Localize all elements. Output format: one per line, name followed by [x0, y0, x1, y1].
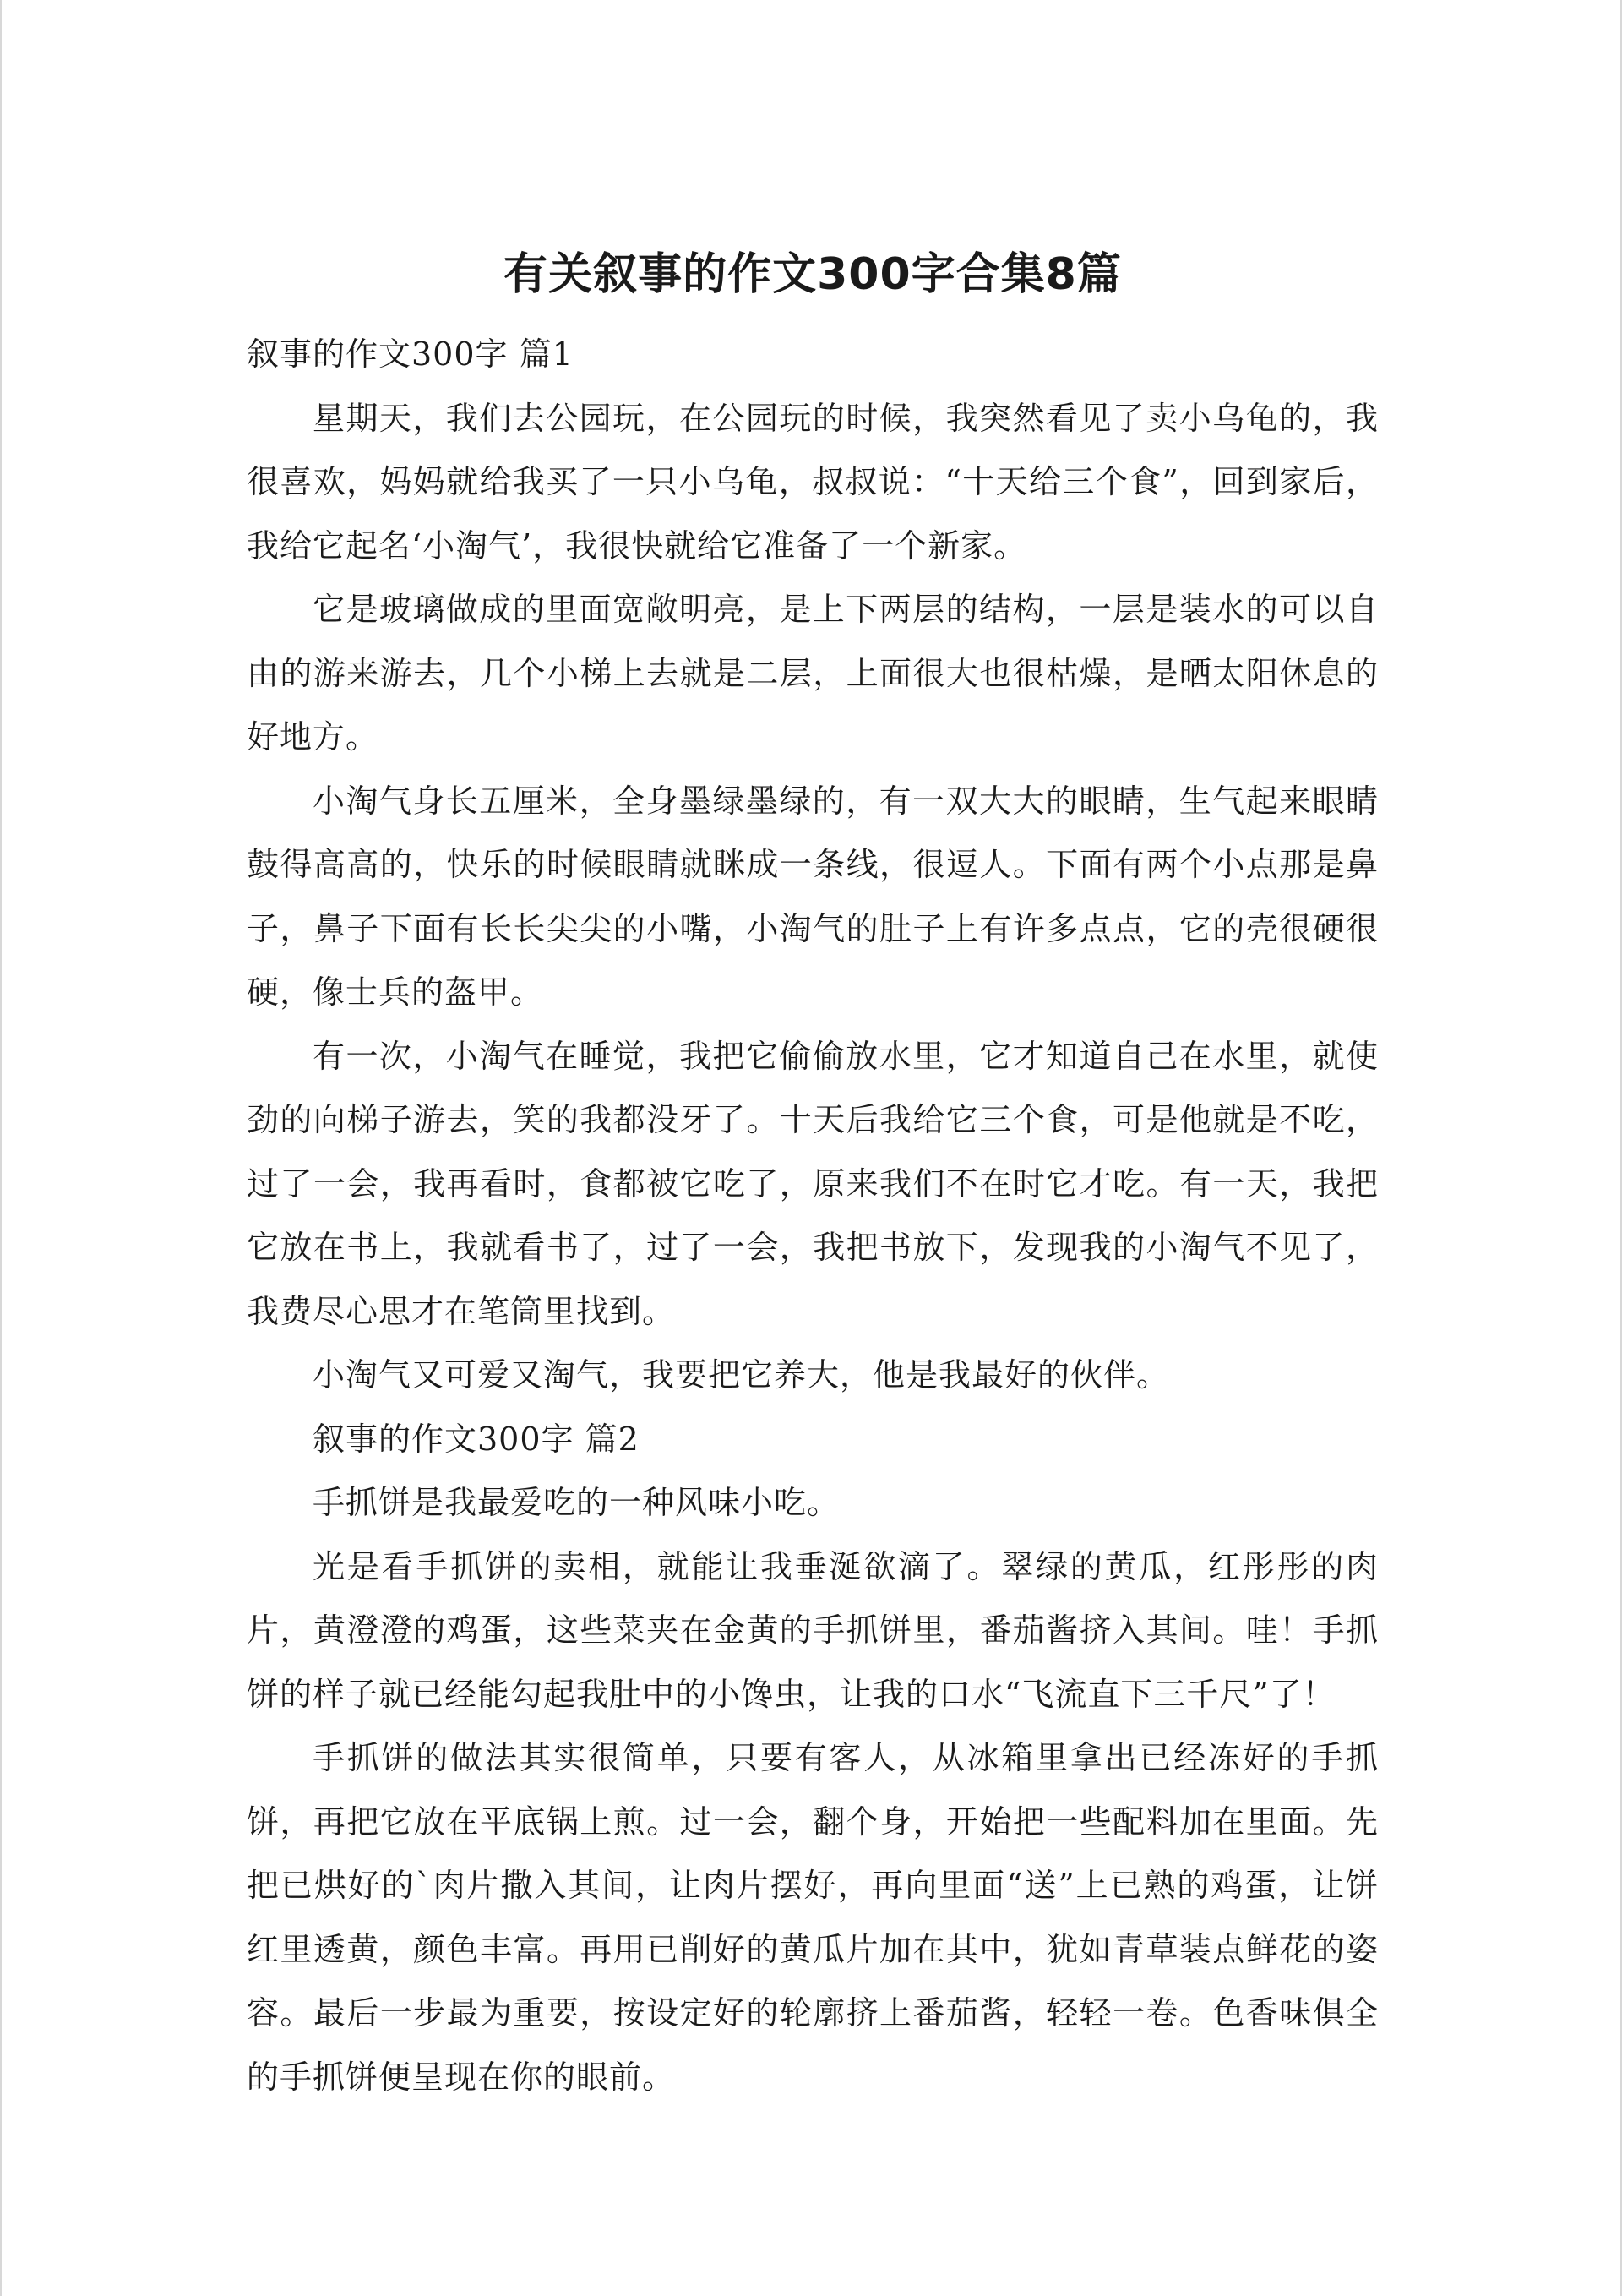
section-heading-2: 叙事的作文300字 篇2 — [313, 1420, 640, 1458]
document-title: 有关叙事的作文300字合集8篇 — [503, 249, 1122, 300]
section-heading-1: 叙事的作文300字 篇1 — [247, 335, 574, 373]
paragraph: 有一次，小淘气在睡觉，我把它偷偷放水里，它才知道自己在水里，就使劲的向梯子游去，笑的我都没牙了。十天后我给它三个食，可是他就是不吃，过了一会，我再看时，食都被它吃了，原来我们不在时它才吃。有一天，我把它放在书上，我就看书了，过了一会，我把书放下，发现我的小淘气不见了，我费尽心思才在笔筒里找到。 — [247, 1037, 1379, 1330]
paragraph: 小淘气身长五厘米，全身墨绿墨绿的，有一双大大的眼睛，生气起来眼睛鼓得高高的，快乐的时候眼睛就眯成一条线，很逗人。下面有两个小点那是鼻子，鼻子下面有长长尖尖的小嘴，小淘气的肚子上有许多点点，它的壳很硬很硬，像士兵的盔甲。 — [247, 782, 1379, 1011]
paragraph: 小淘气又可爱又淘气，我要把它养大，他是我最好的伙伴。 — [313, 1356, 1170, 1393]
document-body — [247, 323, 1379, 2109]
paragraph: 它是玻璃做成的里面宽敞明亮，是上下两层的结构，一层是装水的可以自由的游来游去，几个小梯上去就是二层，上面很大也很枯燥，是晒太阳休息的好地方。 — [247, 591, 1379, 755]
paragraph: 星期天，我们去公园玩，在公园玩的时候，我突然看见了卖小乌龟的，我很喜欢，妈妈就给我买了一只小乌龟，叔叔说：“十天给三个食”，回到家后，我给它起名‘小淘气’，我很快就给它准备了一个新家。 — [247, 399, 1379, 564]
paragraph: 手抓饼的做法其实很简单，只要有客人，从冰箱里拿出已经冻好的手抓饼，再把它放在平底锅上煎。过一会，翻个身，开始把一些配料加在里面。先把已烘好的`肉片撒入其间，让肉片摆好，再向里面“送”上已熟的鸡蛋，让饼红里透黄，颜色丰富。再用已削好的黄瓜片加在其中，犹如青草装点鲜花的姿容。最后一步最为重要，按设定好的轮廓挤上番茄酱，轻轻一卷。色香味俱全的手抓饼便呈现在你的眼前。 — [247, 1739, 1379, 2096]
paragraph: 手抓饼是我最爱吃的一种风味小吃。 — [313, 1484, 841, 1521]
paragraph: 光是看手抓饼的卖相，就能让我垂涎欲滴了。翠绿的黄瓜，红彤彤的肉片，黄澄澄的鸡蛋，这些菜夹在金黄的手抓饼里，番茄酱挤入其间。哇！手抓饼的样子就已经能勾起我肚中的小馋虫，让我的口水“飞流直下三千尺”了！ — [247, 1547, 1379, 1713]
